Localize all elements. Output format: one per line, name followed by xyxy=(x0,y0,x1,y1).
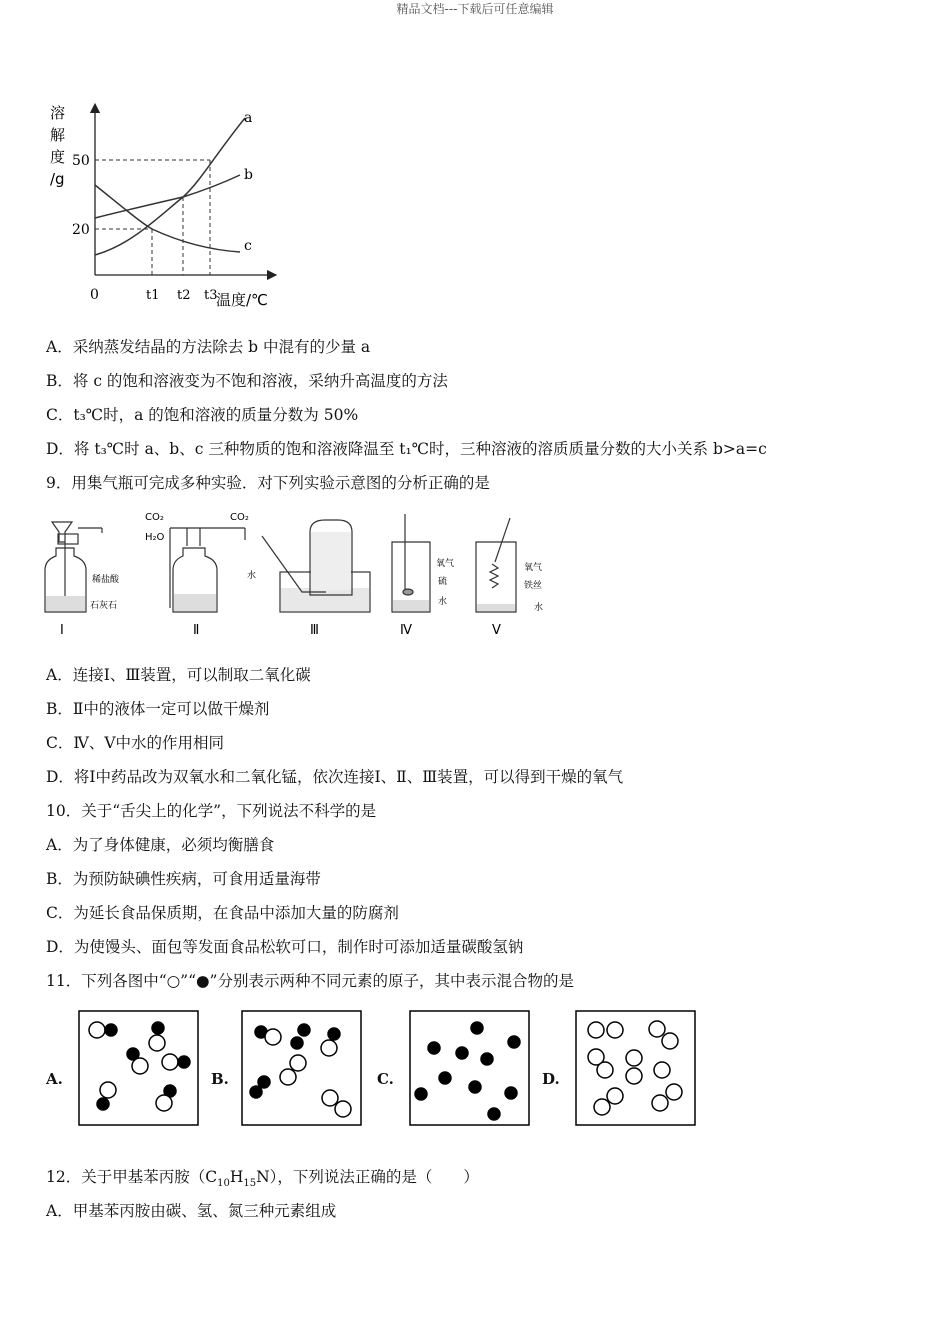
q11-stem: 11．下列各图中“○”“●”分别表示两种不同元素的原子，其中表示混合物的是 xyxy=(46,972,574,990)
q9-option-d: D．将Ⅰ中药品改为双氧水和二氧化锰，依次连接Ⅰ、Ⅱ、Ⅲ装置，可以得到干燥的氧气 xyxy=(46,768,624,786)
particle-diagrams xyxy=(40,1008,705,1130)
q10-stem: 10．关于“舌尖上的化学”，下列说法不科学的是 xyxy=(46,802,377,820)
q8-option-a: A．采纳蒸发结晶的方法除去 b 中混有的少量 a xyxy=(46,338,371,356)
ytick-50: 50 xyxy=(72,153,90,169)
curve-a-label: a xyxy=(244,110,253,126)
curve-b-label: b xyxy=(244,167,253,183)
xtick-t3: t3 xyxy=(204,288,218,303)
apparatus-ii-in-top: CO₂ xyxy=(145,512,164,523)
apparatus-i-stone-label: 石灰石 xyxy=(90,601,118,611)
q9-stem: 9．用集气瓶可完成多种实验．对下列实验示意图的分析正确的是 xyxy=(46,474,490,492)
apparatus-iii xyxy=(262,520,370,612)
apparatus-iv-label: Ⅳ xyxy=(400,623,412,638)
page-header: 精品文档---下载后可任意编辑 xyxy=(396,2,554,16)
apparatus-ii-out: CO₂ xyxy=(230,512,249,523)
q9-option-a: A．连接Ⅰ、Ⅲ装置，可以制取二氧化碳 xyxy=(46,666,311,684)
apparatus-iv-oxygen-label: 氧气 xyxy=(436,559,455,569)
apparatus-v-wire-label: 铁丝 xyxy=(524,581,543,591)
ytick-20: 20 xyxy=(72,222,90,238)
apparatus-v-label: Ⅴ xyxy=(492,623,501,638)
curve-c xyxy=(95,185,240,252)
apparatus-i xyxy=(45,522,102,612)
q10-option-d: D．为使馒头、面包等发面食品松软可口，制作时可添加适量碳酸氢钠 xyxy=(46,938,524,956)
q8-option-b: B．将 c 的饱和溶液变为不饱和溶液，采纳升高温度的方法 xyxy=(46,372,448,390)
q8-option-c: C．t₃℃时，a 的饱和溶液的质量分数为 50% xyxy=(46,406,359,424)
ylabel-char-2: 解 xyxy=(50,126,66,144)
apparatus-iv xyxy=(392,514,430,612)
apparatus-iv-water-label: 水 xyxy=(438,597,448,607)
q9-option-b: B．Ⅱ中的液体一定可以做干燥剂 xyxy=(46,700,270,718)
apparatus-i-label: Ⅰ xyxy=(60,623,64,638)
q12-stem: 12．关于甲基苯丙胺$(C_{10}H_{15}N)$，下列说法正确的是（ ） xyxy=(46,1168,479,1190)
q8-option-d: D．将 t₃℃时 a、b、c 三种物质的饱和溶液降温至 t₁℃时，三种溶液的溶质质量分数的大小关系 b>a=c xyxy=(46,440,767,458)
xlabel: 温度/℃ xyxy=(216,291,268,309)
solubility-chart xyxy=(40,100,280,315)
apparatus-iii-label: Ⅲ xyxy=(310,623,319,638)
apparatus-v-oxygen-label: 氧气 xyxy=(524,563,543,573)
apparatus-figure xyxy=(40,500,560,642)
apparatus-iv-sulfur-label: 硫 xyxy=(438,577,448,587)
q10-option-c: C．为延长食品保质期，在食品中添加大量的防腐剂 xyxy=(46,904,399,922)
q11-label-b: B. xyxy=(211,1070,229,1088)
apparatus-i-acid-label: 稀盐酸 xyxy=(92,575,120,585)
xtick-t1: t1 xyxy=(146,288,160,303)
curve-a xyxy=(95,118,245,255)
apparatus-ii-label: Ⅱ xyxy=(193,623,200,638)
origin-label: 0 xyxy=(90,287,99,303)
apparatus-v xyxy=(476,518,516,612)
q12-option-a: A．甲基苯丙胺由碳、氢、氮三种元素组成 xyxy=(46,1202,337,1220)
apparatus-iii-water-label: 水 xyxy=(247,571,257,581)
curve-b xyxy=(95,175,240,218)
curve-c-label: c xyxy=(244,238,252,254)
q10-option-a: A．为了身体健康，必须均衡膳食 xyxy=(46,836,275,854)
ylabel-char-3: 度 xyxy=(50,148,66,166)
q11-label-c: C. xyxy=(377,1070,394,1088)
apparatus-v-water-label: 水 xyxy=(534,603,544,613)
xtick-t2: t2 xyxy=(177,288,191,303)
ylabel-char-1: 溶 xyxy=(50,104,66,122)
ylabel-char-4: /g xyxy=(50,170,65,188)
q11-label-d: D. xyxy=(542,1070,560,1088)
q9-option-c: C．Ⅳ、Ⅴ中水的作用相同 xyxy=(46,734,225,752)
apparatus-ii-in-bottom: H₂O xyxy=(145,532,165,543)
box-c xyxy=(410,1011,529,1125)
apparatus-ii xyxy=(170,528,245,612)
q10-option-b: B．为预防缺碘性疾病，可食用适量海带 xyxy=(46,870,321,888)
q11-label-a: A. xyxy=(46,1070,63,1088)
